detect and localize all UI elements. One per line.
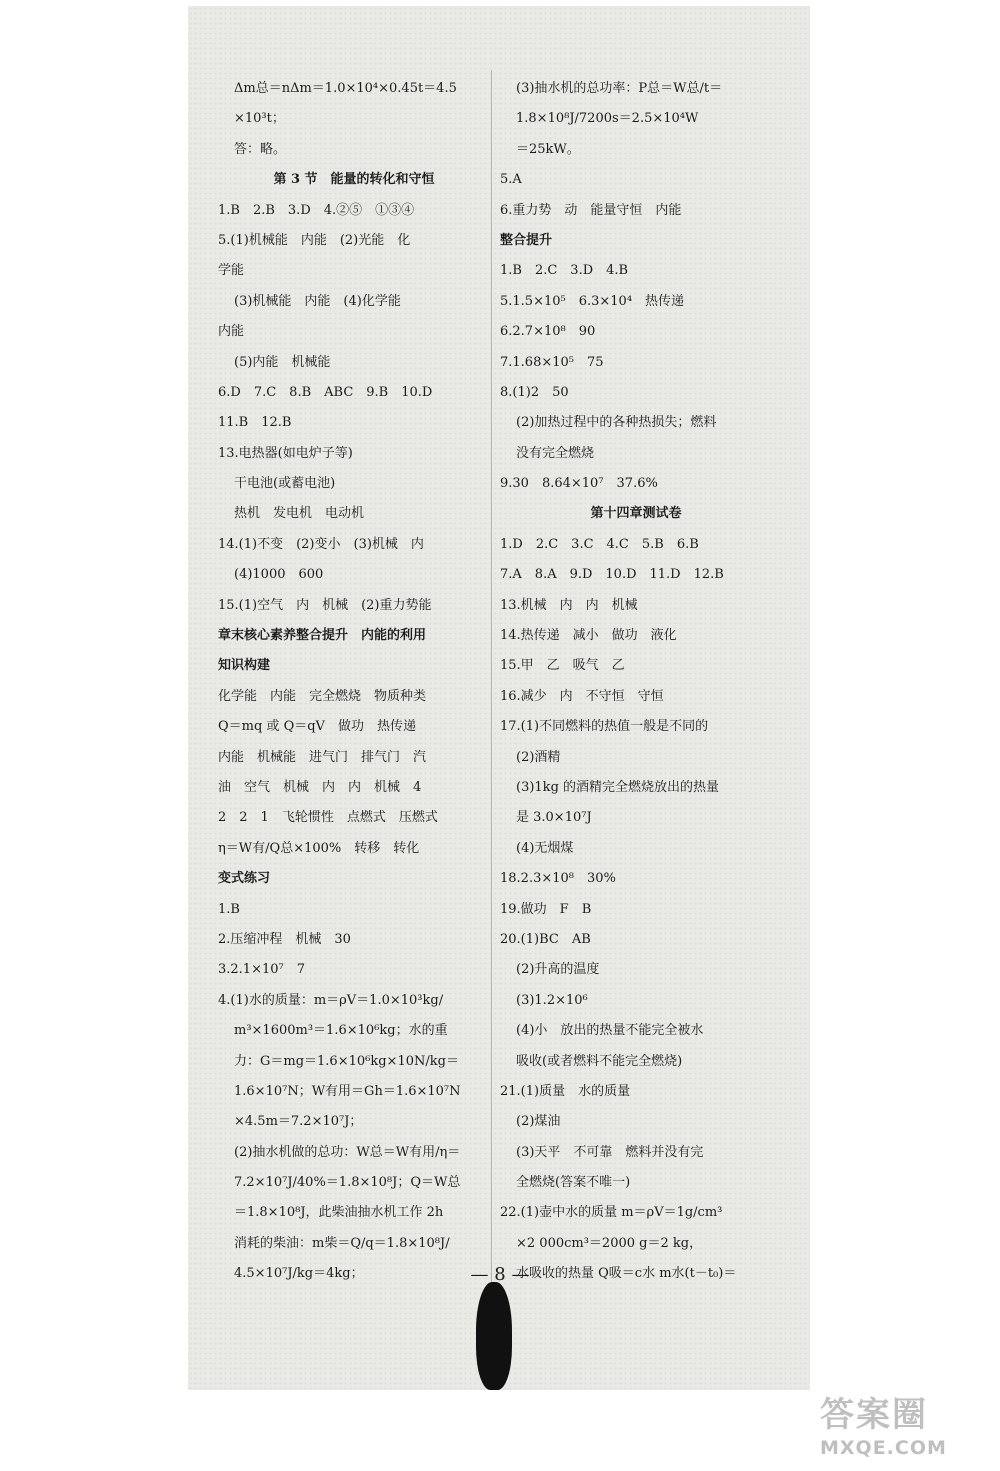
answer-line: η＝W有/Q总×100% 转移 转化: [218, 840, 420, 856]
answer-line: 全燃烧(答案不唯一): [516, 1175, 631, 1191]
answer-line: 5.A: [500, 172, 522, 188]
answer-line: 15.甲 乙 吸气 乙: [500, 658, 625, 674]
answer-line: ×10³t；: [234, 111, 285, 127]
answer-line: 5.(1)机械能 内能 (2)光能 化: [218, 232, 411, 248]
answer-line: (3)天平 不可靠 燃料并没有完: [516, 1144, 704, 1160]
section-heading: 知识构建: [218, 658, 271, 674]
answer-line: 16.减少 内 不守恒 守恒: [500, 688, 664, 704]
answer-line: 化学能 内能 完全燃烧 物质种类: [218, 688, 427, 704]
answer-line: Δm总＝nΔm＝1.0×10⁴×0.45t＝4.5: [234, 81, 457, 96]
answer-line: 6.2.7×10⁸ 90: [500, 324, 596, 340]
answer-line: 6.重力势 动 能量守恒 内能: [500, 202, 682, 218]
answer-line: 17.(1)不同燃料的热值一般是不同的: [500, 719, 709, 735]
answer-line: 11.B 12.B: [218, 415, 292, 431]
page-number: — 8 —: [470, 1264, 530, 1285]
answer-line: 15.(1)空气 内 机械 (2)重力势能: [218, 597, 432, 613]
answer-line: 1.B 2.C 3.D 4.B: [500, 263, 629, 279]
answer-line: (2)抽水机做的总功：W总＝W有用/η＝: [234, 1144, 461, 1160]
answer-line: (2)加热过程中的各种热损失；燃料: [516, 415, 717, 431]
answer-line: 2.压缩冲程 机械 30: [218, 931, 351, 947]
answer-line: 1.8×10⁸J/7200s＝2.5×10⁴W: [516, 111, 699, 127]
answer-line: Q＝mq 或 Q＝qV 做功 热传递: [218, 719, 416, 735]
answer-line: 21.(1)质量 水的质量: [500, 1083, 631, 1099]
answer-line: 答：略。: [234, 141, 287, 157]
section-heading: 第十四章测试卷: [590, 506, 682, 522]
answer-line: m³×1600m³＝1.6×10⁶kg；水的重: [234, 1023, 448, 1039]
answer-line: 7.A 8.A 9.D 10.D 11.D 12.B: [500, 567, 724, 583]
right-column: [500, 74, 772, 1290]
answer-line: 14.(1)不变 (2)变小 (3)机械 内: [218, 536, 424, 552]
answer-line: 是 3.0×10⁷J: [516, 810, 592, 826]
answer-line: (3)机械能 内能 (4)化学能: [234, 293, 401, 309]
watermark-logo: 答案圈: [820, 1395, 928, 1435]
answer-line: 18.2.3×10⁸ 30%: [500, 871, 616, 887]
answer-line: 3.2.1×10⁷ 7: [218, 962, 305, 978]
answer-line: (3)1.2×10⁶: [516, 992, 588, 1008]
answer-line: (2)升高的温度: [516, 962, 600, 978]
answer-line: 学能: [218, 263, 245, 279]
answer-line: 9.30 8.64×10⁷ 37.6%: [500, 476, 658, 492]
answer-line: 8.(1)2 50: [500, 384, 569, 400]
answer-line: 水吸收的热量 Q吸＝c水 m水(t－t₀)＝: [516, 1266, 737, 1282]
column-divider: [491, 70, 492, 1320]
answer-line: 4.5×10⁷J/kg＝4kg；: [234, 1266, 364, 1282]
answer-line: 力：G＝mg＝1.6×10⁶kg×10N/kg＝: [234, 1053, 459, 1069]
section-heading: 章末核心素养整合提升 内能的利用: [218, 628, 427, 644]
answer-line: 干电池(或蓄电池): [234, 476, 336, 492]
answer-line: 没有完全燃烧: [516, 445, 595, 461]
watermark: [820, 1395, 996, 1467]
answer-line: (4)无烟煤: [516, 840, 574, 856]
answer-line: ＝1.8×10⁸J，此柴油抽水机工作 2h: [234, 1205, 444, 1221]
answer-line: 1.B: [218, 901, 240, 917]
left-column: [218, 74, 490, 1290]
answer-line: 6.D 7.C 8.B ABC 9.B 10.D: [218, 384, 433, 400]
answer-line: 19.做功 F B: [500, 901, 592, 917]
answer-line: 13.电热器(如电炉子等): [218, 445, 353, 461]
answer-line: (3)抽水机的总功率：P总＝W总/t＝: [516, 81, 723, 96]
answer-line: 吸收(或者燃料不能完全燃烧): [516, 1053, 683, 1069]
answer-line: 消耗的柴油：m柴＝Q/q＝1.8×10⁸J/: [234, 1235, 450, 1251]
watermark-url: MXQE.COM: [820, 1437, 947, 1459]
answer-line: 1.D 2.C 3.C 4.C 5.B 6.B: [500, 536, 699, 552]
section-heading: 第 3 节 能量的转化和守恒: [273, 172, 435, 188]
section-heading: 变式练习: [218, 871, 271, 887]
answer-line: 5.1.5×10⁵ 6.3×10⁴ 热传递: [500, 293, 685, 309]
answer-line: 内能: [218, 324, 245, 340]
answer-line: ×2 000cm³＝2000 g＝2 kg，: [516, 1235, 703, 1251]
section-heading: 整合提升: [500, 232, 553, 248]
answer-line: 7.1.68×10⁵ 75: [500, 354, 604, 370]
answer-line: 20.(1)BC AB: [500, 931, 591, 947]
answer-line: 14.热传递 减小 做功 液化: [500, 628, 677, 644]
answer-line: (4)1000 600: [234, 567, 324, 583]
answer-line: 内能 机械能 进气门 排气门 汽: [218, 749, 427, 765]
answer-line: (2)酒精: [516, 749, 561, 765]
answer-line: ×4.5m＝7.2×10⁷J；: [234, 1114, 363, 1130]
answer-line: (2)煤油: [516, 1114, 561, 1130]
answer-line: 2 2 1 飞轮惯性 点燃式 压燃式: [218, 810, 438, 826]
answer-line: (3)1kg 的酒精完全燃烧放出的热量: [516, 779, 720, 795]
answer-line: 4.(1)水的质量：m＝ρV＝1.0×10³kg/: [218, 992, 444, 1008]
answer-line: 热机 发电机 电动机: [234, 506, 365, 522]
answer-line: ＝25kW。: [516, 141, 580, 157]
answer-line: 1.B 2.B 3.D 4.②⑤ ①③④: [218, 202, 415, 218]
answer-line: 1.6×10⁷N；W有用＝Gh＝1.6×10⁷N: [234, 1083, 461, 1099]
answer-line: (5)内能 机械能: [234, 354, 331, 370]
answer-line: 油 空气 机械 内 内 机械 4: [218, 779, 422, 795]
answer-line: 7.2×10⁷J/40%＝1.8×10⁸J；Q＝W总: [234, 1175, 461, 1191]
answer-line: 13.机械 内 内 机械: [500, 597, 638, 613]
ink-smudge: [476, 1282, 512, 1390]
answer-line: (4)小 放出的热量不能完全被水: [516, 1023, 704, 1039]
answer-line: 22.(1)壶中水的质量 m＝ρV＝1g/cm³: [500, 1205, 723, 1221]
